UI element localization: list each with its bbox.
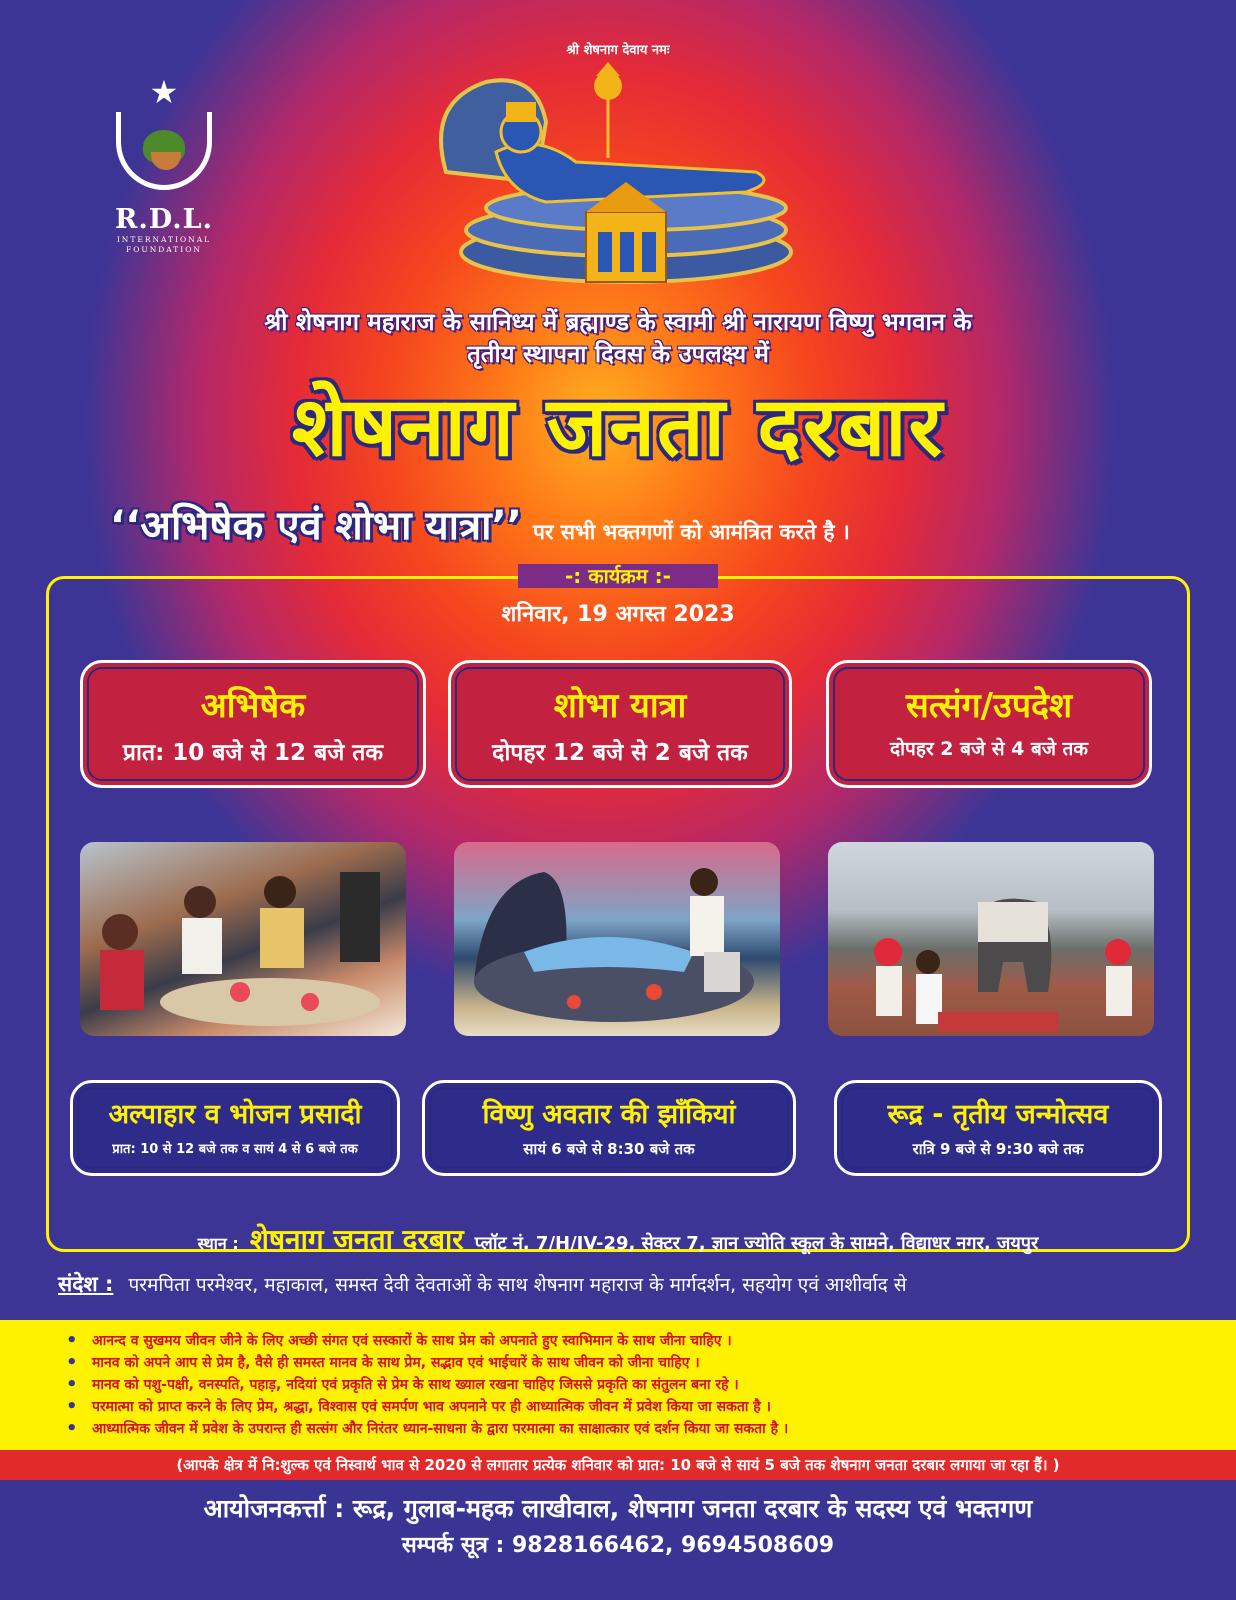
invitation-line	[110, 498, 1170, 554]
invitation-text: पर सभी भक्तगणों को आमंत्रित करते है ।	[532, 520, 850, 544]
venue-name: शेषनाग जनता दरबार	[249, 1223, 464, 1256]
message-list	[66, 1330, 1236, 1440]
page-title: शेषनाग जनता दरबार	[291, 380, 945, 475]
intro-line-2: तृतीय स्थापना दिवस के उपलक्ष्य में	[467, 340, 769, 368]
invocation-text: श्री शेषनाग देवाय नमः	[566, 43, 670, 58]
intro-line-1: श्री शेषनाग महाराज के सानिध्य में ब्रह्माण्ड के स्वामी श्री नारायण विष्णु भगवान के	[264, 308, 972, 336]
invitation-highlight: ‘‘अभिषेक एवं शोभा यात्रा’’	[110, 503, 522, 549]
event-shobha-yatra	[448, 660, 792, 788]
list-item: • मानव को पशु-पक्षी, वनस्पति, पहाड़, नदियां एवं प्रकृति से प्रेम के साथ ख्याल रखना चाहिए जिससे प्रकृति का संतुलन बना रहे ।	[66, 1374, 1236, 1396]
event-time: रात्रि 9 बजे से 9:30 बजे तक	[912, 1140, 1084, 1158]
deity-decoration-photo	[454, 842, 780, 1036]
procession-photo	[828, 842, 1154, 1036]
mortar-bowl-icon	[151, 152, 181, 170]
event-satsang	[826, 660, 1152, 788]
star-icon: ★	[149, 73, 179, 111]
contact-line: सम्पर्क सूत्र : 9828166462, 9694508609	[401, 1533, 835, 1558]
event-title: विष्णु अवतार की झाँकियां	[482, 1099, 736, 1130]
event-time: प्रात: 10 से 12 बजे तक व सायं 4 से 6 बजे तक	[112, 1142, 358, 1157]
event-title: शोभा यात्रा	[553, 686, 687, 726]
list-item: • मानव को अपने आप से प्रेम है, वैसे ही समस्त मानव के साथ प्रेम, सद्भाव एवं भाईचारें के साथ जीवन को जीना चाहिए ।	[66, 1352, 1236, 1374]
event-title: सत्संग/उपदेश	[905, 686, 1073, 726]
list-item: • परमात्मा को प्राप्त करने के लिए प्रेम, श्रद्धा, विश्वास एवं समर्पण भाव अपनाने पर ही आध्यात्मिक जीवन में प्रवेश किया जा सकता है ।	[66, 1396, 1236, 1418]
event-title: अल्पाहार व भोजन प्रसादी	[108, 1099, 362, 1130]
event-time: दोपहर 12 बजे से 2 बजे तक	[492, 740, 748, 766]
message-label: संदेश :	[58, 1272, 114, 1296]
rdl-logo	[100, 73, 228, 254]
logo-name: R.D.L.	[114, 204, 214, 235]
intro-text	[0, 306, 1236, 370]
message-line	[58, 1270, 1208, 1298]
program-heading: -: कार्यक्रम :-	[518, 564, 718, 588]
event-vishnu-jhankiyan	[422, 1080, 796, 1176]
message-text: परमपिता परमेश्वर, महाकाल, समस्त देवी देवताओं के साथ शेषनाग महाराज के मार्गदर्शन, सहयोग एवं आशीर्वाद से	[128, 1274, 907, 1296]
abhishek-photo	[80, 842, 406, 1036]
message-points	[0, 1320, 1236, 1450]
venue-line	[0, 1220, 1236, 1258]
program-date: शनिवार, 19 अगस्त 2023	[501, 602, 735, 627]
event-abhishek	[80, 660, 426, 788]
venue-address: प्लॉट नं. 7/H/IV-29, सेक्टर 7, ज्ञान ज्योति स्कूल के सामने, विद्याधर नगर, जयपुर	[474, 1233, 1039, 1254]
wreath-icon	[116, 112, 212, 190]
venue-label: स्थान :	[197, 1234, 239, 1253]
event-title: रूद्र - तृतीय जन्मोत्सव	[887, 1099, 1109, 1130]
event-bhojan-prasadi	[70, 1080, 400, 1176]
event-rudra-janmotsav	[834, 1080, 1162, 1176]
event-time: दोपहर 2 बजे से 4 बजे तक	[890, 738, 1088, 760]
list-item: • आनन्द व सुखमय जीवन जीने के लिए अच्छी संगत एवं सस्कारों के साथ प्रेम को अपनाते हुए स्वाभिमान के साथ जीना चाहिए ।	[66, 1330, 1236, 1352]
event-title: अभिषेक	[200, 686, 306, 726]
notice-banner: (आपके क्षेत्र में नि:शुल्क एवं निस्वार्थ भाव से 2020 से लगातार प्रत्येक शनिवार को प्रात: 10 बजे से सायं 5 बजे तक शेषनाग जनता दरबार लगाया जा रहा हैं। )	[0, 1450, 1236, 1480]
event-time: सायं 6 बजे से 8:30 बजे तक	[523, 1140, 695, 1158]
list-item: • आध्यात्मिक जीवन में प्रवेश के उपरान्त ही सत्संग और निरंतर ध्यान-साधना के द्वारा परमात्मा का साक्षात्कार एवं दर्शन किया जा सकता है ।	[66, 1418, 1236, 1440]
organizers-line: आयोजनकर्त्ता : रूद्र, गुलाब-महक लाखीवाल, शेषनाग जनता दरबार के सदस्य एवं भक्तगण	[203, 1494, 1033, 1523]
logo-subtitle-1: INTERNATIONAL	[116, 235, 212, 244]
logo-subtitle-2: FOUNDATION	[126, 245, 202, 254]
vishnu-sheshnag-image	[426, 62, 800, 294]
event-time: प्रात: 10 बजे से 12 बजे तक	[122, 740, 384, 766]
